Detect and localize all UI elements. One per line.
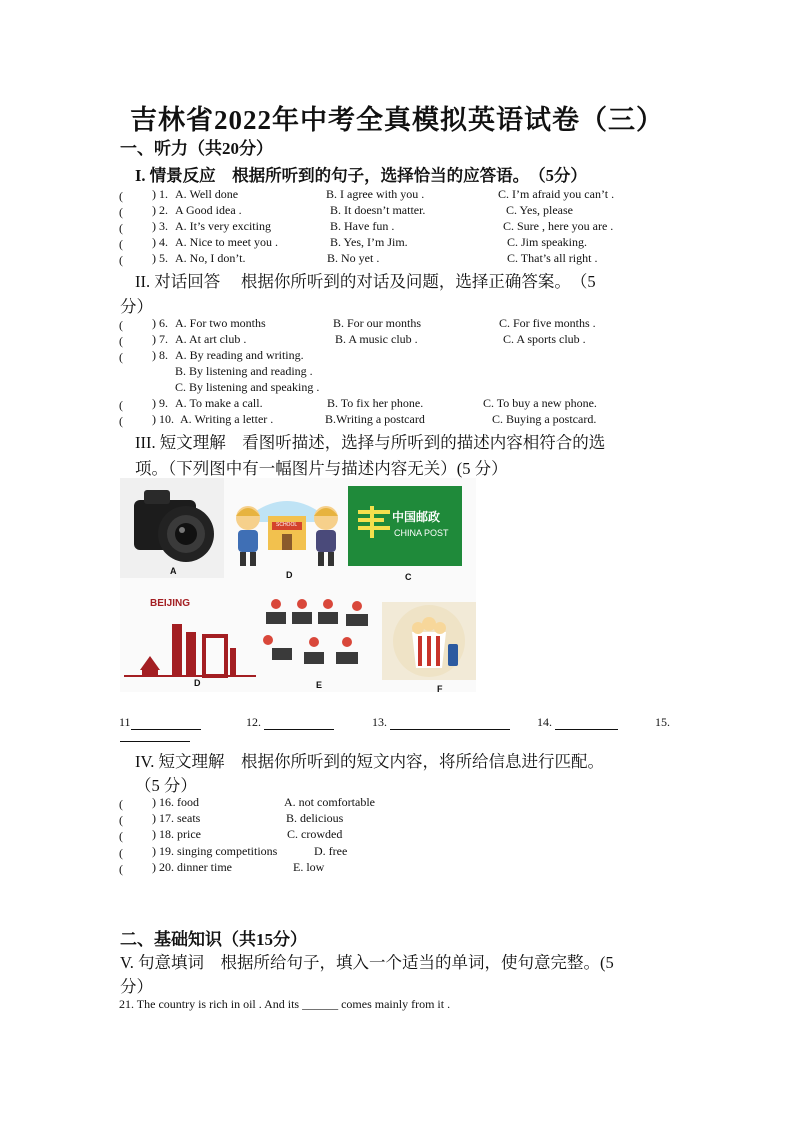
answer-blank[interactable]: [120, 729, 190, 742]
option-c: C. To buy a new phone.: [483, 396, 597, 410]
answer-paren[interactable]: (: [119, 350, 147, 364]
blank-num: 15.: [655, 715, 670, 729]
answer-paren[interactable]: (: [119, 846, 147, 860]
section5-heading: V. 句意填词 根据所给句子，填入一个适当的单词，使句意完整。(5: [120, 953, 614, 972]
option-c: C. That’s all right .: [507, 251, 598, 265]
part2-heading: 二、基础知识（共15分）: [120, 930, 307, 949]
section2-heading: II. 对话回答 根据你所听到的对话及问题，选择正确答案。 （5: [135, 272, 596, 291]
picture-label: F: [437, 684, 443, 694]
blank-12: [246, 715, 334, 730]
picture-c-china-post: [348, 486, 462, 566]
picture-label: D: [194, 678, 201, 688]
section4-heading: IV. 短文理解 根据你所听到的短文内容，将所给信息进行匹配。: [135, 752, 605, 771]
match-option: D. free: [314, 844, 348, 858]
answer-paren[interactable]: (: [119, 862, 147, 876]
section3-heading: III. 短文理解 看图听描述，选择与所听到的描述内容相符合的选: [135, 433, 606, 452]
picture-label: C: [405, 572, 412, 582]
option-c: C. Jim speaking.: [507, 235, 587, 249]
option-a: A Good idea .: [175, 203, 242, 217]
option-c: C. Buying a postcard.: [492, 412, 597, 426]
q-num: ) 10.: [152, 412, 174, 426]
option-b: B. It doesn’t matter.: [330, 203, 426, 217]
option-b: B. Yes, I’m Jim.: [330, 235, 408, 249]
answer-blank[interactable]: [390, 717, 510, 730]
picture-label: E: [316, 680, 323, 690]
answer-paren[interactable]: (: [119, 237, 147, 251]
picture-label: A: [170, 566, 177, 576]
section4-heading-cont: （5 分）: [135, 776, 197, 795]
q-num: ) 5.: [152, 251, 168, 265]
q-num: ) 2.: [152, 203, 168, 217]
q-num: ) 6.: [152, 316, 168, 330]
picture-school-kids: [228, 482, 346, 574]
option-b: B.Writing a postcard: [325, 412, 425, 426]
match-item: ) 20. dinner time: [152, 860, 232, 874]
option-a: A. Nice to meet you .: [175, 235, 278, 249]
question-21: 21. The country is rich in oil . And its ______ comes mainly from it .: [119, 997, 451, 1011]
q-num: ) 1.: [152, 187, 168, 201]
option-a: A. It’s very exciting: [175, 219, 271, 233]
picture-e-kids-signs: [262, 596, 378, 682]
camera-icon: [120, 478, 224, 578]
blank-num: 13.: [372, 715, 387, 729]
picture-panel: [120, 478, 476, 692]
answer-blank[interactable]: [264, 717, 334, 730]
answer-paren[interactable]: (: [119, 334, 147, 348]
blank-num: 11: [119, 715, 131, 729]
section2-heading-cont: 分）: [120, 297, 153, 316]
section5-heading-cont: 分）: [120, 977, 153, 996]
option-a: A. By reading and writing.: [175, 348, 304, 362]
answer-paren[interactable]: (: [119, 797, 147, 811]
option-b: B. By listening and reading .: [175, 364, 313, 378]
option-c: C. A sports club .: [503, 332, 586, 346]
option-a: A. At art club .: [175, 332, 247, 346]
picture-d-beijing: [120, 596, 260, 682]
popcorn-icon: [382, 602, 476, 680]
answer-paren[interactable]: (: [119, 205, 147, 219]
q-num: ) 9.: [152, 396, 168, 410]
option-b: B. No yet .: [327, 251, 380, 265]
answer-paren[interactable]: (: [119, 829, 147, 843]
answer-paren[interactable]: (: [119, 221, 147, 235]
kids-holding-signs-icon: [262, 596, 378, 682]
option-a: A. No, I don’t.: [175, 251, 246, 265]
match-item: ) 18. price: [152, 827, 201, 841]
school-illustration-icon: [228, 482, 346, 574]
option-c: C. Yes, please: [506, 203, 574, 217]
match-item: ) 17. seats: [152, 811, 201, 825]
option-c: C. By listening and speaking .: [175, 380, 320, 394]
school-sign: SCHOOL: [276, 522, 298, 528]
option-a: A. Writing a letter .: [180, 412, 274, 426]
blank-15: [655, 715, 670, 730]
answer-paren[interactable]: (: [119, 414, 147, 428]
option-c: C. For five months .: [499, 316, 596, 330]
option-b: B. To fix her phone.: [327, 396, 424, 410]
post-name-cn: 中国邮政: [392, 510, 441, 524]
option-a: A. To make a call.: [175, 396, 263, 410]
option-a: A. For two months: [175, 316, 266, 330]
picture-f-popcorn: [382, 602, 476, 680]
blank-14: [537, 715, 618, 730]
answer-blank[interactable]: [555, 717, 618, 730]
page-title: 吉林省2022年中考全真模拟英语试卷（三）: [130, 105, 664, 135]
option-b: B. Have fun .: [330, 219, 395, 233]
match-option: E. low: [293, 860, 325, 874]
match-option: A. not comfortable: [284, 795, 375, 809]
answer-paren[interactable]: (: [119, 189, 147, 203]
match-option: C. crowded: [287, 827, 343, 841]
picture-a-camera: [120, 478, 224, 578]
option-b: B. For our months: [333, 316, 422, 330]
option-c: C. Sure , here you are .: [503, 219, 614, 233]
match-item: ) 19. singing competitions: [152, 844, 278, 858]
blank-13: [372, 715, 510, 730]
section1-heading: I. 情景反应 根据所听到的句子，选择恰当的应答语。 （5分）: [135, 166, 587, 185]
option-b: B. A music club .: [335, 332, 418, 346]
option-b: B. I agree with you .: [326, 187, 425, 201]
section3-heading-cont: 项。（下列图中有一幅图片与描述内容无关）(5 分）: [135, 459, 508, 478]
answer-paren[interactable]: (: [119, 253, 147, 267]
option-a: A. Well done: [175, 187, 239, 201]
blank-11: [119, 715, 201, 730]
beijing-text: BEIJING: [150, 598, 191, 609]
picture-label: D: [286, 570, 293, 580]
option-c: C. I’m afraid you can’t .: [498, 187, 615, 201]
blank-num: 12.: [246, 715, 261, 729]
q-num: ) 4.: [152, 235, 168, 249]
blank-num: 14.: [537, 715, 552, 729]
answer-paren[interactable]: (: [119, 813, 147, 827]
q-num: ) 3.: [152, 219, 168, 233]
post-logo-icon: [354, 502, 394, 542]
q-num: ) 8.: [152, 348, 168, 362]
match-item: ) 16. food: [152, 795, 199, 809]
answer-paren[interactable]: (: [119, 318, 147, 332]
answer-paren[interactable]: (: [119, 398, 147, 412]
part1-heading: 一、听力（共20分）: [120, 139, 273, 158]
match-option: B. delicious: [286, 811, 344, 825]
post-name-en: CHINA POST: [394, 528, 449, 538]
q-num: ) 7.: [152, 332, 168, 346]
